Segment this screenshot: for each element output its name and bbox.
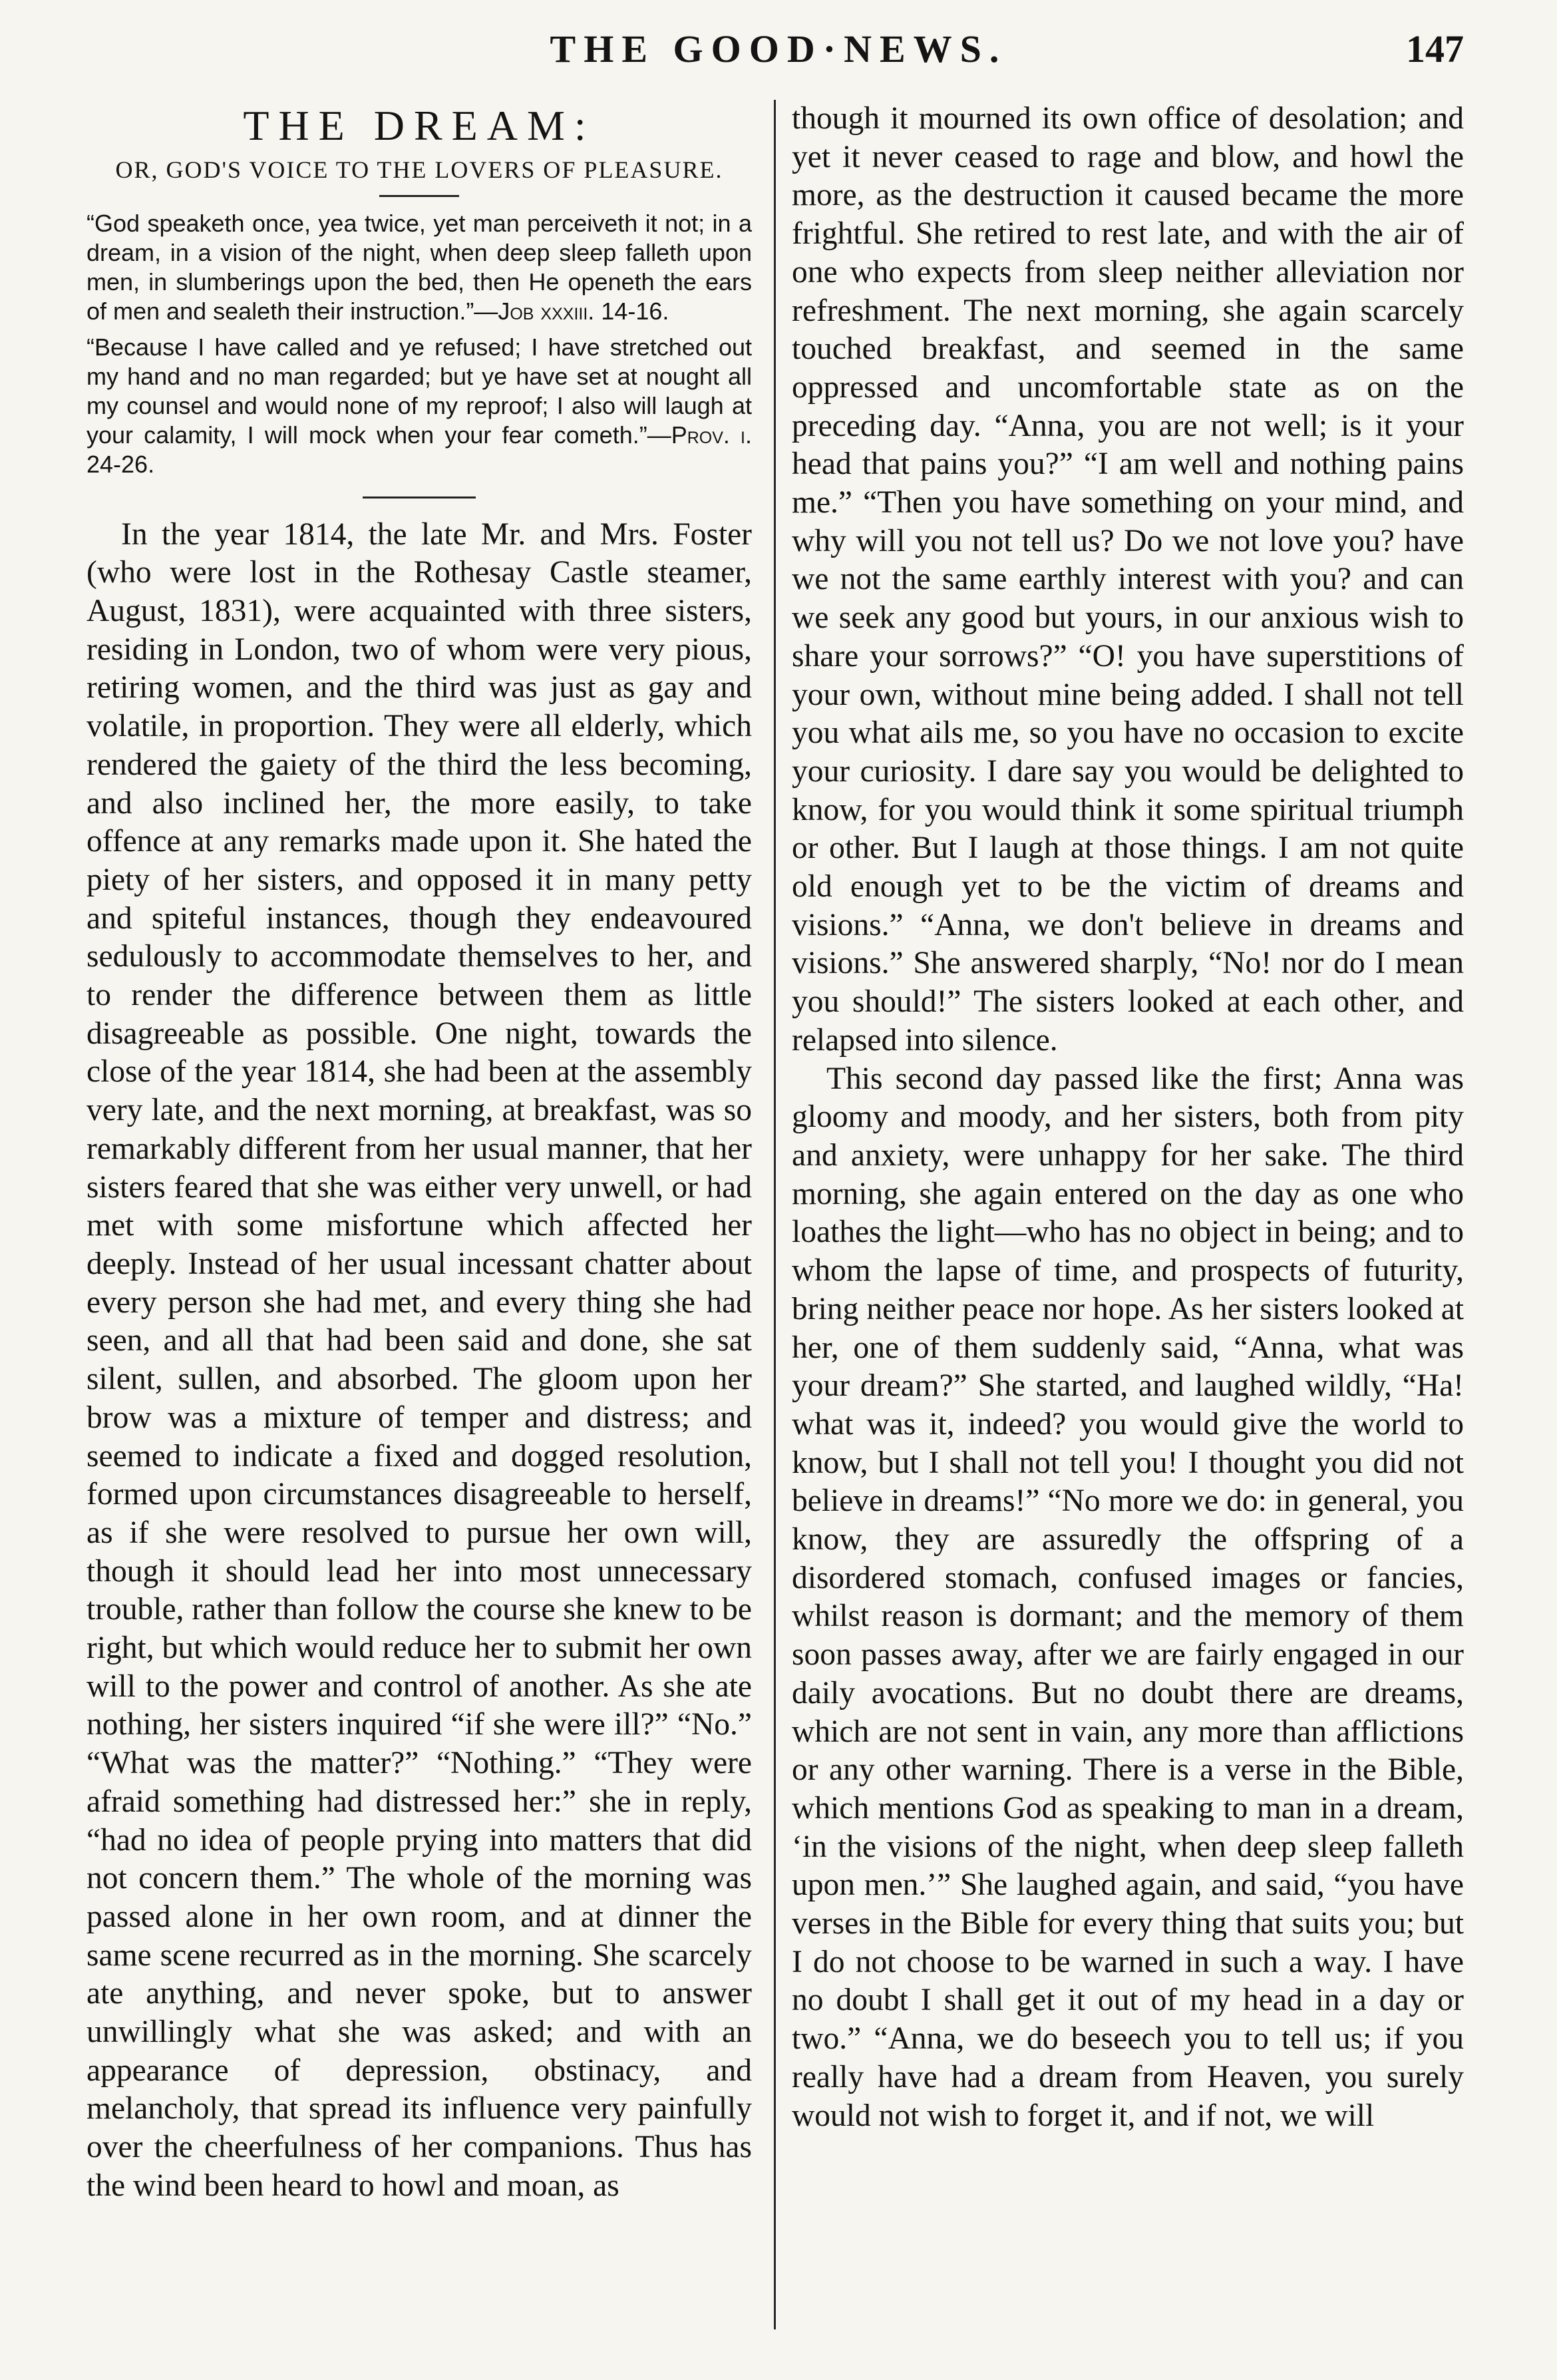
body-paragraph: though it mourned its own office of desolation; and yet it never ceased to rage and blow, and howl the more, as the destruction it caused became the more frightful. She retired to rest late, and with the air of one who expects from sleep neither alleviation nor refreshment. The next morning, she again scarcely touched breakfast, and seemed in the same oppressed and uncomfortable state as on the preceding day. “Anna, you are not well; is it your head that pains you?” “I am well and nothing pains me.” “Then you have something on your mind, and why will you not tell us? Do we not love you? have we not the same earthly interest with you? and can we seek any good but yours, in our anxious wish to share your sorrows?” “O! you have superstitions of your own, without mine being added. I shall not tell you what ails me, so you have no occasion to excite your curiosity. I dare say you would be delighted to know, for you would think it some spiritual triumph or other. But I laugh at those things. I am not quite old enough yet to be the victim of dreams and visions.” “Anna, we don't believe in dreams and visions.” She answered sharply, “No! nor do I mean you should!” The sisters looked at each other, and relapsed into silence. (792, 101, 1464, 1058)
column-divider (774, 100, 776, 2329)
page-number: 147 (1406, 27, 1464, 71)
running-title: THE GOOD·NEWS. (550, 27, 1007, 71)
right-column (792, 100, 1464, 2135)
epigraph (86, 333, 752, 479)
epigraph-citation: Prov. i. 24-26. (86, 421, 752, 478)
article-title: THE DREAM: (243, 102, 596, 149)
epigraph-text: “Because I have called and ye refused; I have stretched out my hand and no man regarded; but ye have set at nought all my counsel and would none of my reproof; I also will laugh at your calamity, I will mock when your fear cometh.”— (86, 333, 752, 449)
body-paragraph: This second day passed like the first; Anna was gloomy and moody, and her sisters, both from pity and anxiety, were unhappy for her sake. The third morning, she again entered on the day as one who loathes the light—who has no object in being; and to whom the lapse of time, and prospects of futurity, bring neither peace nor hope. As her sisters looked at her, one of them suddenly said, “Anna, what was your dream?” She started, and laughed wildly, “Ha! what was it, indeed? you would give the world to know, but I shall not tell you! I thought you did not believe in dreams!” “No more we do: in general, you know, they are assuredly the offspring of a disordered stomach, confused images or fancies, whilst reason is dormant; and the memory of them soon passes away, after we are fairly engaged in our daily avocations. But no doubt there are dreams, which are not sent in vain, any more than afflictions or any other warning. There is a verse in the Bible, which mentions God as speaking to man in a dream, ‘in the visions of the night, when deep sleep falleth upon men.’” She laughed again, and said, “you have verses in the Bible for every thing that suits you; but I do not choose to be warned in such a way. I have no doubt I shall get it out of my head in a day or two.” “Anna, we do beseech you to tell us; if you really have had a dream from Heaven, you surely would not wish to forget it, and if not, we will (792, 1061, 1464, 2133)
title-divider (379, 195, 459, 197)
epigraph-text: “God speaketh once, yea twice, yet man perceiveth it not; in a dream, in a vision of the night, when deep sleep falleth upon men, in slumberings upon the bed, then He openeth the ears of men and sealeth their instruction.”— (86, 210, 752, 325)
article-subtitle: OR, GOD'S VOICE TO THE LOVERS OF PLEASURE. (115, 156, 723, 183)
epigraph-citation: Job xxxiii. 14-16. (498, 298, 669, 325)
running-header (80, 27, 1477, 87)
epigraph-divider (363, 496, 476, 498)
body-paragraph: In the year 1814, the late Mr. and Mrs. Foster (who were lost in the Rothesay Castle steamer, August, 1831), were acquainted with three sisters, residing in London, two of whom were very pious, retiring women, and the third was just as gay and volatile, in proportion. They were all elderly, which rendered the gaiety of the third the less becoming, and also inclined her, the more easily, to take offence at any remarks made upon it. She hated the piety of her sisters, and opposed it in many petty and spiteful instances, though they endeavoured sedulously to accommodate themselves to her, and to render the difference between them as little disagreeable as possible. One night, towards the close of the year 1814, she had been at the assembly very late, and the next morning, at breakfast, was so remarkably different from her usual manner, that her sisters feared that she was either very unwell, or had met with some misfortune which affected her deeply. Instead of her usual incessant chatter about every person she had met, and every thing she had seen, and all that had been said and done, she sat silent, sullen, and absorbed. The gloom upon her brow was a mixture of temper and distress; and seemed to indicate a fixed and dogged resolution, formed upon circumstances disagreeable to herself, as if she were resolved to pursue her own will, though it should lead her into most unnecessary trouble, rather than follow the course she knew to be right, but which would reduce her to submit her own will to the power and control of another. As she ate nothing, her sisters inquired “if she were ill?” “No.” “What was the matter?” “Nothing.” “They were afraid something had distressed her:” she in reply, “had no idea of people prying into matters that did not concern them.” The whole of the morning was passed alone in her own room, and at dinner the same scene recurred as in the morning. She scarcely ate anything, and never spoke, but to answer unwillingly what she was asked; and with an appearance of depression, obstinacy, and melancholy, that spread its influence very painfully over the cheerfulness of her companions. Thus has the wind been heard to howl and moan, as (86, 516, 752, 2203)
epigraph (86, 209, 752, 326)
left-column (86, 100, 752, 2206)
